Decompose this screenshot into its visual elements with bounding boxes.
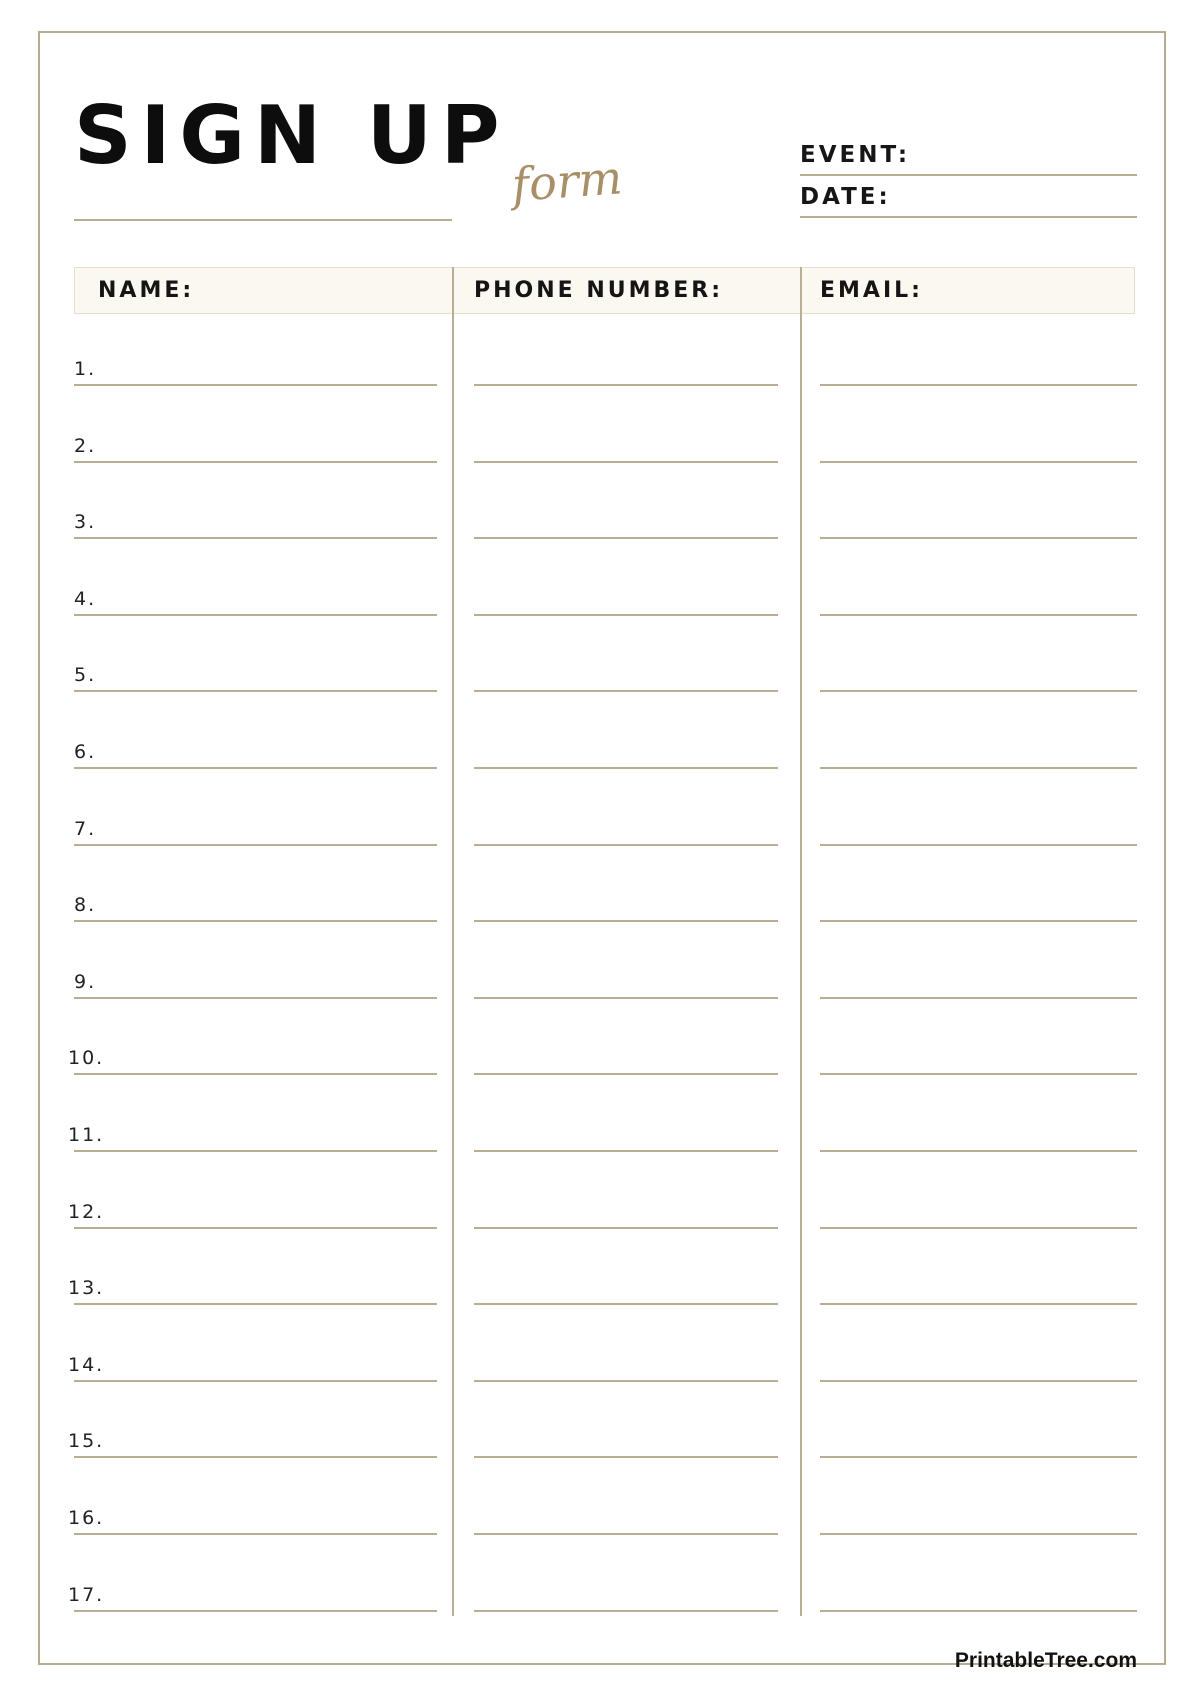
- phone-entry-line[interactable]: [474, 384, 778, 386]
- email-entry-line[interactable]: [820, 1456, 1137, 1458]
- email-entry-line[interactable]: [820, 920, 1137, 922]
- phone-entry-line[interactable]: [474, 997, 778, 999]
- email-entry-line[interactable]: [820, 1073, 1137, 1075]
- phone-entry-line[interactable]: [474, 1533, 778, 1535]
- email-entry-line[interactable]: [820, 614, 1137, 616]
- name-entry-line[interactable]: [74, 537, 437, 539]
- name-entry-line[interactable]: [74, 997, 437, 999]
- row-number: 15.: [68, 1430, 105, 1452]
- phone-entry-line[interactable]: [474, 614, 778, 616]
- row-number: 8.: [74, 894, 97, 916]
- phone-entry-line[interactable]: [474, 1380, 778, 1382]
- name-entry-line[interactable]: [74, 1073, 437, 1075]
- phone-entry-line[interactable]: [474, 1227, 778, 1229]
- email-entry-line[interactable]: [820, 1380, 1137, 1382]
- name-entry-line[interactable]: [74, 1610, 437, 1612]
- email-entry-line[interactable]: [820, 1533, 1137, 1535]
- row-number: 7.: [74, 818, 97, 840]
- name-entry-line[interactable]: [74, 1533, 437, 1535]
- phone-entry-line[interactable]: [474, 1073, 778, 1075]
- name-entry-line[interactable]: [74, 384, 437, 386]
- row-number: 9.: [74, 971, 97, 993]
- row-number: 3.: [74, 511, 97, 533]
- row-number: 11.: [68, 1124, 105, 1146]
- column-header-phone: PHONE NUMBER:: [474, 278, 724, 303]
- date-field[interactable]: [800, 216, 1137, 218]
- phone-entry-line[interactable]: [474, 690, 778, 692]
- row-number: 17.: [68, 1584, 105, 1606]
- column-header-name: NAME:: [98, 278, 195, 303]
- name-entry-line[interactable]: [74, 844, 437, 846]
- name-entry-line[interactable]: [74, 920, 437, 922]
- row-number: 14.: [68, 1354, 105, 1376]
- row-number: 2.: [74, 435, 97, 457]
- form-title: SIGN UP: [74, 89, 509, 182]
- phone-entry-line[interactable]: [474, 537, 778, 539]
- email-entry-line[interactable]: [820, 844, 1137, 846]
- row-number: 13.: [68, 1277, 105, 1299]
- phone-entry-line[interactable]: [474, 767, 778, 769]
- email-entry-line[interactable]: [820, 1610, 1137, 1612]
- name-entry-line[interactable]: [74, 767, 437, 769]
- row-number: 12.: [68, 1201, 105, 1223]
- form-subtitle: form: [510, 150, 624, 212]
- email-entry-line[interactable]: [820, 997, 1137, 999]
- phone-entry-line[interactable]: [474, 1610, 778, 1612]
- phone-entry-line[interactable]: [474, 1303, 778, 1305]
- email-entry-line[interactable]: [820, 767, 1137, 769]
- name-entry-line[interactable]: [74, 1150, 437, 1152]
- phone-entry-line[interactable]: [474, 920, 778, 922]
- column-divider-2: [800, 267, 802, 1616]
- email-entry-line[interactable]: [820, 690, 1137, 692]
- column-header-email: EMAIL:: [820, 278, 923, 303]
- phone-entry-line[interactable]: [474, 1456, 778, 1458]
- name-entry-line[interactable]: [74, 690, 437, 692]
- email-entry-line[interactable]: [820, 1303, 1137, 1305]
- email-entry-line[interactable]: [820, 537, 1137, 539]
- row-number: 5.: [74, 664, 97, 686]
- column-divider-1: [452, 267, 454, 1616]
- event-label: EVENT:: [800, 142, 911, 168]
- row-number: 1.: [74, 358, 97, 380]
- phone-entry-line[interactable]: [474, 461, 778, 463]
- name-entry-line[interactable]: [74, 1303, 437, 1305]
- date-label: DATE:: [800, 184, 891, 210]
- name-entry-line[interactable]: [74, 614, 437, 616]
- brand-watermark: PrintableTree.com: [954, 1649, 1137, 1672]
- name-entry-line[interactable]: [74, 1380, 437, 1382]
- email-entry-line[interactable]: [820, 1150, 1137, 1152]
- title-underline: [74, 219, 452, 221]
- name-entry-line[interactable]: [74, 461, 437, 463]
- name-entry-line[interactable]: [74, 1227, 437, 1229]
- row-number: 4.: [74, 588, 97, 610]
- email-entry-line[interactable]: [820, 384, 1137, 386]
- row-number: 10.: [68, 1047, 105, 1069]
- row-number: 6.: [74, 741, 97, 763]
- email-entry-line[interactable]: [820, 461, 1137, 463]
- phone-entry-line[interactable]: [474, 1150, 778, 1152]
- row-number: 16.: [68, 1507, 105, 1529]
- name-entry-line[interactable]: [74, 1456, 437, 1458]
- email-entry-line[interactable]: [820, 1227, 1137, 1229]
- event-field[interactable]: [800, 174, 1137, 176]
- phone-entry-line[interactable]: [474, 844, 778, 846]
